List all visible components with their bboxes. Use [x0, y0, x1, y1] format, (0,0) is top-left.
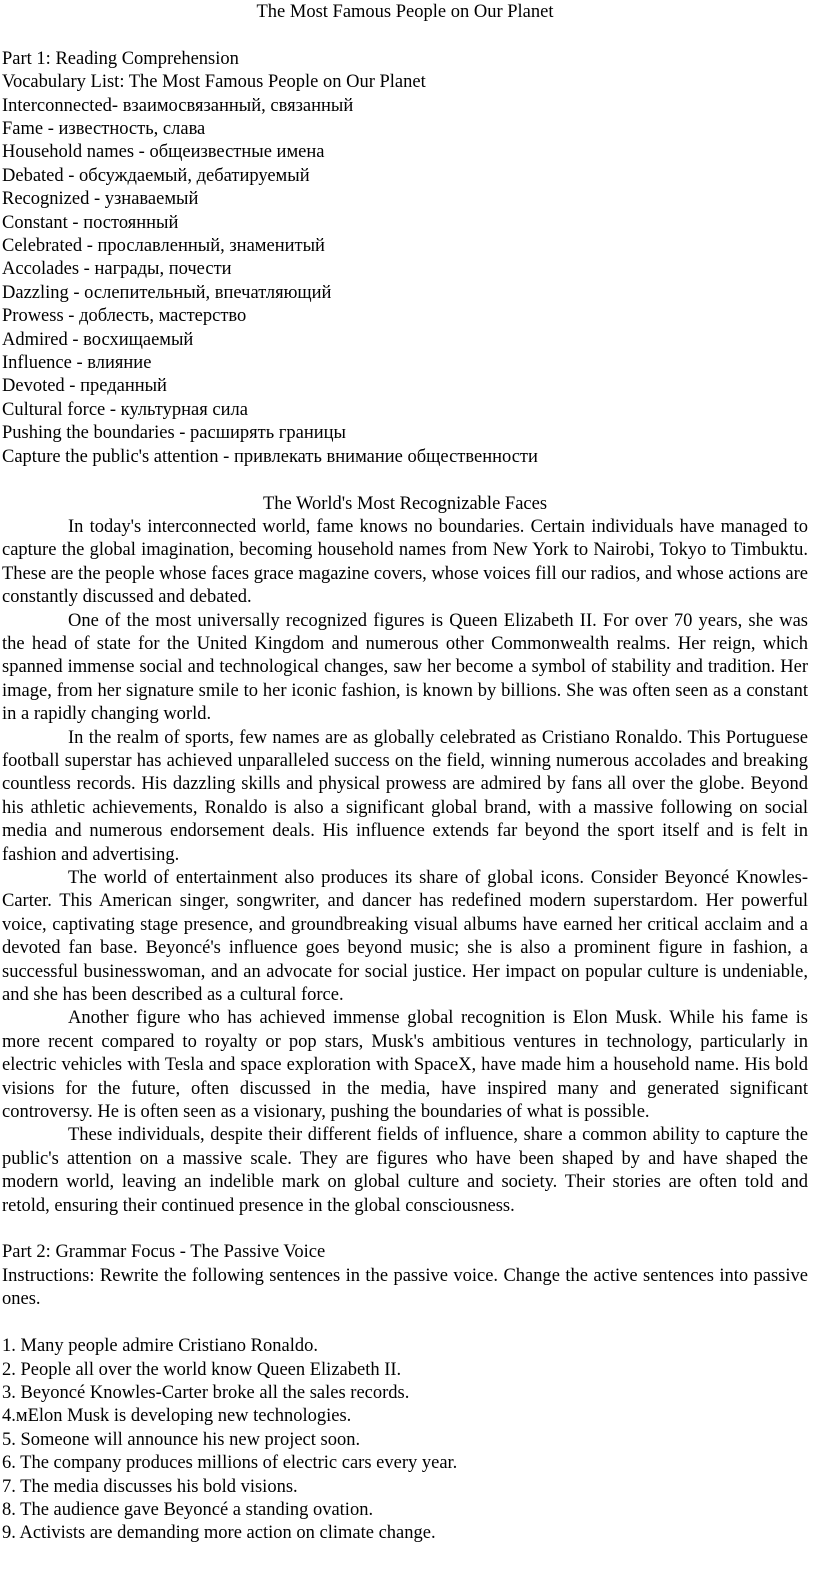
part2-heading: Part 2: Grammar Focus - The Passive Voice: [2, 1242, 326, 1263]
vocab-item: Influence - влияние: [2, 353, 152, 374]
exercise-item: 9. Activists are demanding more action on climate change.: [2, 1523, 436, 1544]
part2-instructions: Instructions: Rewrite the following sentences in the passive voice. Change the active sentences into passive ones.: [2, 1265, 808, 1310]
part1-heading: Part 1: Reading Comprehension: [2, 48, 239, 69]
spacer: [2, 1218, 808, 1241]
exercise-item: 1. Many people admire Cristiano Ronaldo.: [2, 1336, 318, 1357]
article-paragraph: One of the most universally recognized figures is Queen Elizabeth II. For over 70 years, she was the head of state for the United Kingdom and numerous other Commonwealth realms. Her reign, which spanned immense social and technological changes, saw her become a symbol of stability and tradition. Her image, from her signature smile to her iconic fashion, is known by billions. She was often seen as a constant in a rapidly changing world.: [2, 610, 808, 725]
vocab-item: Debated - обсуждаемый, дебатируемый: [2, 165, 310, 186]
vocab-item: Constant - постоянный: [2, 212, 179, 233]
vocab-item: Capture the public's attention - привлекать внимание общественности: [2, 446, 538, 467]
vocab-item: Fame - известность, слава: [2, 119, 206, 140]
vocab-item: Prowess - доблесть, мастерство: [2, 306, 247, 327]
vocab-item: Recognized - узнаваемый: [2, 189, 199, 210]
vocab-item: Accolades - награды, почести: [2, 259, 232, 280]
exercise-item: 5. Someone will announce his new project soon.: [2, 1429, 361, 1450]
exercise-item: 3. Beyoncé Knowles-Carter broke all the sales records.: [2, 1382, 410, 1403]
spacer: [2, 469, 808, 492]
article-paragraph: The world of entertainment also produces its share of global icons. Consider Beyoncé Knowles-Carter. This American singer, songwriter, and dancer has redefined modern superstardom. Her powerful voice, captivating stage presence, and groundbreaking visual albums have earned her critical acclaim and a devoted fan base. Beyoncé's influence goes beyond music; she is also a prominent figure in fashion, a successful businesswoman, and an advocate for social justice. Her impact on popular culture is undeniable, and she has been described as a cultural force.: [2, 868, 808, 1006]
article-paragraph: In today's interconnected world, fame knows no boundaries. Certain individuals have managed to capture the global imagination, becoming household names from New York to Nairobi, Tokyo to Timbuktu. These are the people whose faces grace magazine covers, whose voices fill our radios, and whose actions are constantly discussed and debated.: [2, 516, 808, 608]
exercise-list: [2, 1335, 808, 1546]
vocab-item: Household names - общеизвестные имена: [2, 142, 325, 163]
article-paragraph: Another figure who has achieved immense global recognition is Elon Musk. While his fame is more recent compared to royalty or pop stars, Musk's ambitious ventures in technology, particularly in electric vehicles with Tesla and space exploration with SpaceX, have made him a household name. His bold visions for the future, often discussed in the media, have inspired many and generated significant controversy. He is often seen as a visionary, pushing the boundaries of what is possible.: [2, 1008, 808, 1123]
vocab-list: [2, 95, 808, 470]
article-heading: The World's Most Recognizable Faces: [262, 493, 548, 514]
article-paragraph: In the realm of sports, few names are as globally celebrated as Cristiano Ronaldo. This Portuguese football superstar has achieved unparalleled success on the field, winning numerous accolades and breaking countless records. His dazzling skills and physical prowess are admired by fans all over the globe. Beyond his athletic achievements, Ronaldo is also a significant global brand, with a massive following on social media and numerous endorsement deals. His influence extends far beyond the sport itself and is felt in fashion and advertising.: [2, 727, 808, 865]
document-title: The Most Famous People on Our Planet: [256, 2, 554, 22]
exercise-item: 2. People all over the world know Queen Elizabeth II.: [2, 1359, 402, 1380]
spacer: [2, 1312, 808, 1335]
exercise-item: 4.мElon Musk is developing new technologies.: [2, 1406, 352, 1427]
spacer: [2, 24, 808, 47]
article-paragraph: These individuals, despite their different fields of influence, share a common ability to capture the public's attention on a massive scale. They are figures who have been shaped by and have shaped the modern world, leaving an indelible mark on global culture and society. Their stories are often told and retold, ensuring their continued presence in the global consciousness.: [2, 1125, 808, 1216]
vocab-item: Celebrated - прославленный, знаменитый: [2, 236, 325, 257]
vocab-item: Dazzling - ослепительный, впечатляющий: [2, 282, 332, 303]
vocab-item: Devoted - преданный: [2, 376, 167, 397]
vocab-item: Cultural force - культурная сила: [2, 399, 248, 420]
article-body: [2, 516, 808, 1218]
vocab-item: Admired - восхищаемый: [2, 329, 194, 350]
vocab-item: Pushing the boundaries - расширять границы: [2, 423, 346, 444]
exercise-item: 8. The audience gave Beyoncé a standing ovation.: [2, 1499, 374, 1520]
exercise-item: 6. The company produces millions of electric cars every year.: [2, 1453, 458, 1474]
vocab-item: Interconnected- взаимосвязанный, связанный: [2, 95, 354, 116]
exercise-item: 7. The media discusses his bold visions.: [2, 1476, 298, 1497]
vocab-heading: Vocabulary List: The Most Famous People on Our Planet: [2, 72, 426, 93]
